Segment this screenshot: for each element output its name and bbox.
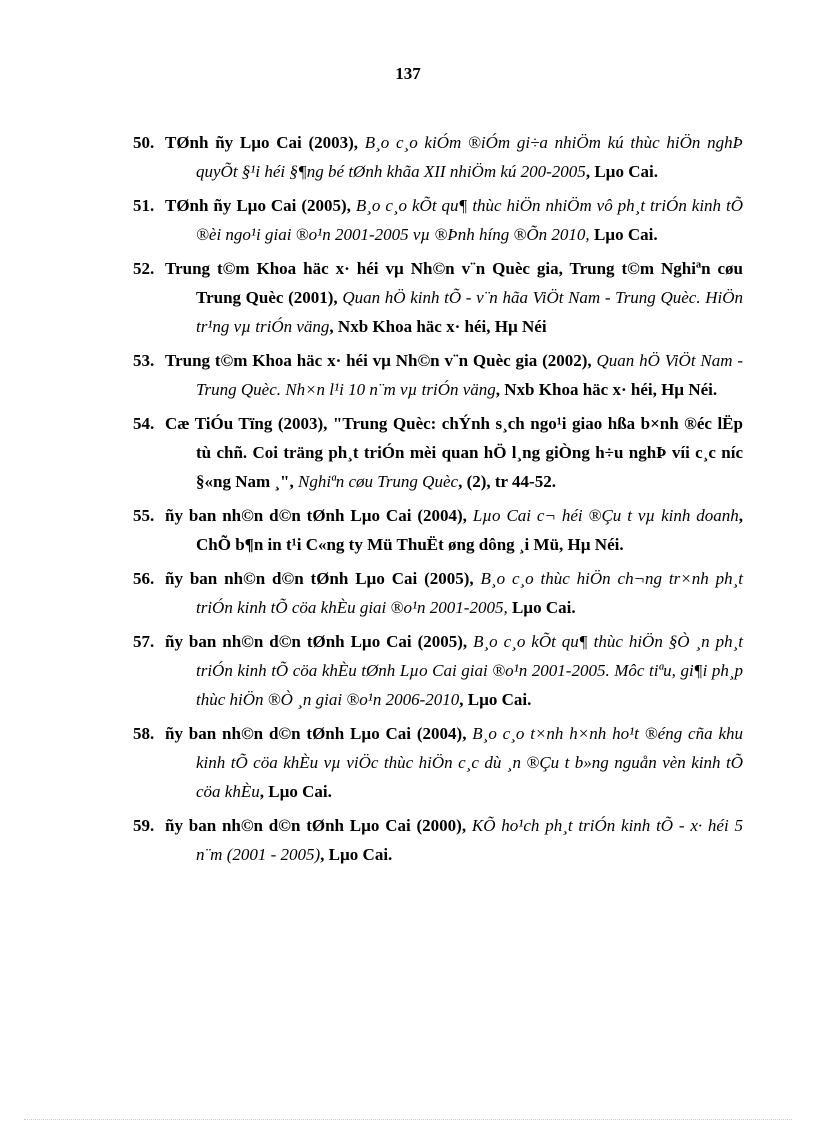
reference-publisher: , Lµo Cai.	[320, 845, 393, 864]
reference-number: 54.	[133, 414, 155, 433]
reference-author-lead: TØnh ñy	[165, 133, 234, 152]
reference-author-lead: ñy ban	[165, 632, 217, 651]
reference-item	[133, 409, 743, 496]
reference-number: 51.	[133, 196, 155, 215]
reference-item	[133, 627, 743, 714]
reference-author-lead: Cæ TiÓu	[165, 414, 234, 433]
reference-number: 55.	[133, 506, 155, 525]
reference-item	[133, 719, 743, 806]
reference-author: nh©n d©n tØnh Lµo Cai (2004),	[216, 724, 473, 743]
reference-number: 53.	[133, 351, 155, 370]
page-number: 137	[395, 64, 421, 83]
reference-author: Khoa häc x· héi vµ Nh©n v¨n Quèc gia (2002),	[247, 351, 597, 370]
reference-publisher: Lµo Cai.	[507, 598, 576, 617]
reference-number: 59.	[133, 816, 155, 835]
reference-author: nh©n d©n tØnh Lµo Cai (2005),	[216, 632, 474, 651]
reference-title: B¸o c¸o kÕt qu¶ thùc hiÖn nhiÖm vô ph¸t triÓn kinh tÕ ®èi ngo¹i giai ®o¹n 2001-2005 vµ ®Þnh híng ®Õn 2010,	[196, 196, 743, 244]
reference-author-lead: TØnh ñy	[165, 196, 232, 215]
reference-item	[133, 501, 743, 559]
reference-item	[133, 811, 743, 869]
reference-author: nh©n d©n tØnh Lµo Cai (2000),	[216, 816, 472, 835]
reference-author-lead: ñy ban	[165, 724, 217, 743]
reference-title: Quan hÖ kinh tÕ - v¨n hãa ViÖt Nam - Trung Quèc. HiÖn tr¹ng vµ triÓn väng	[196, 288, 744, 336]
reference-title: B¸o c¸o t×nh h×nh ho¹t ®éng cña khu kinh tÕ cöa khÈu vµ viÖc thùc hiÖn c¸c dù ¸n ®Çu t b»ng nguån vèn kinh tÕ cöa khÈu	[196, 724, 743, 801]
reference-author: Lµo Cai (2005),	[231, 196, 356, 215]
reference-author: Tïng (2003), "Trung Quèc: chÝnh s¸ch ngo¹i giao hßa b×nh ®éc lËp tù chñ. Coi träng ph¸t triÓn mèi quan hÖ l¸ng giÒng h÷u nghÞ víi c¸c níc §«ng Nam ¸",	[196, 414, 743, 491]
reference-title: B¸o c¸o thùc hiÖn ch¬ng tr×nh ph¸t triÓn kinh tÕ cöa khÈu giai ®o¹n 2001-2005,	[196, 569, 743, 617]
reference-author-lead: Trung t©m	[165, 259, 250, 278]
reference-author: Lµo Cai (2003),	[233, 133, 365, 152]
reference-publisher: , Nxb Khoa häc x· héi, Hµ Néi	[329, 317, 547, 336]
reference-author-lead: ñy ban	[165, 569, 218, 588]
reference-publisher: , Nxb Khoa häc x· héi, Hµ Néi.	[495, 380, 718, 399]
reference-title: Quan hÖ ViÖt Nam - Trung Quèc. Nh×n l¹i 10 n¨m vµ triÓn väng	[196, 351, 743, 399]
reference-item	[133, 191, 743, 249]
page-footer-divider	[24, 1119, 792, 1120]
reference-item	[133, 254, 743, 341]
reference-title: B¸o c¸o kÕt qu¶ thùc hiÖn §Ò ¸n ph¸t triÓn kinh tÕ cöa khÈu tØnh Lµo Cai giai ®o¹n 2001-2005. Môc tiªu, gi¶i ph¸p thùc hiÖn ®Ò ¸n giai ®o¹n 2006-2010	[196, 632, 743, 709]
reference-author: Khoa häc x· héi vµ Nh©n v¨n Quèc gia, Trung t©m Nghiªn cøu Trung Quèc (2001),	[196, 259, 743, 307]
reference-publisher: , Lµo Cai.	[585, 162, 658, 181]
reference-publisher: , ChÕ b¶n in t¹i C«ng ty Mü ThuËt øng dông ¸i Mü, Hµ Néi.	[196, 506, 743, 554]
reference-author: nh©n d©n tØnh Lµo Cai (2004),	[216, 506, 473, 525]
reference-item	[133, 128, 743, 186]
reference-number: 57.	[133, 632, 155, 651]
reference-author-lead: ñy ban	[165, 506, 217, 525]
reference-number: 50.	[133, 133, 155, 152]
reference-title: Nghiªn cøu Trung Quèc	[298, 472, 459, 491]
reference-author-lead: ñy ban	[165, 816, 217, 835]
reference-number: 58.	[133, 724, 155, 743]
reference-title: B¸o c¸o kiÓm ®iÓm gi÷a nhiÖm kú thùc hiÖn nghÞ quyÕt §¹i héi §¶ng bé tØnh khãa XII nhiÖm kú 200-2005	[196, 133, 743, 181]
reference-number: 52.	[133, 259, 155, 278]
reference-item	[133, 564, 743, 622]
reference-title: Lµo Cai c¬ héi ®Çu t vµ kinh doanh	[472, 506, 739, 525]
reference-publisher: , Lµo Cai.	[459, 690, 532, 709]
reference-author-lead: Trung t©m	[165, 351, 248, 370]
reference-title: KÕ ho¹ch ph¸t triÓn kinh tÕ - x· héi 5 n¨m (2001 - 2005)	[196, 816, 743, 864]
reference-publisher: Lµo Cai.	[589, 225, 658, 244]
reference-item	[133, 346, 743, 404]
reference-list	[133, 128, 743, 874]
reference-author: nh©n d©n tØnh Lµo Cai (2005),	[217, 569, 481, 588]
reference-publisher: , (2), tr 44-52.	[458, 472, 556, 491]
reference-publisher: , Lµo Cai.	[259, 782, 332, 801]
reference-number: 56.	[133, 569, 155, 588]
